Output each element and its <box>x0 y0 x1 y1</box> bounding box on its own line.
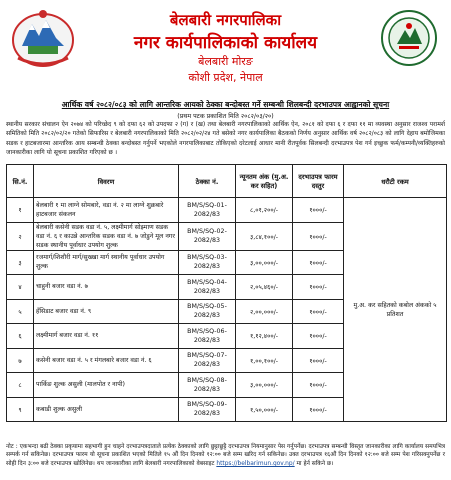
footnote-suffix: मा हेर्न सकिने छ। <box>296 460 334 467</box>
website-link[interactable]: https://belbarimun.gov.np/ <box>216 460 295 467</box>
row-contract-no: BM/S/SQ-02-2082/83 <box>179 222 236 250</box>
notice-title: आर्थिक वर्ष २०८२/०८३ को लागि आन्तरिक आयको ठेक्का बन्दोबस्त गर्ने सम्बन्धी शिलबन्दी दरभाउपत्र आह्वानको सूचना <box>61 100 390 109</box>
row-form-fee: १०००/- <box>293 250 344 275</box>
row-contract-no: BM/S/SQ-06-2082/83 <box>179 324 236 349</box>
footnote <box>6 443 445 468</box>
row-form-fee: १०००/- <box>293 222 344 250</box>
row-description: हँसिडाट बजार वडा नं. ९ <box>34 299 179 324</box>
header-contract-no: ठेक्का नं. <box>179 165 236 198</box>
row-sn: ६ <box>7 324 34 349</box>
row-sn: ३ <box>7 250 34 275</box>
row-form-fee: १०००/- <box>293 299 344 324</box>
row-contract-no: BM/S/SQ-03-2082/83 <box>179 250 236 275</box>
row-description: बेलबारी कसेनी सडक वडा नं. ५, लक्ष्मीमार्ग सोझ्माण सडक वडा नं. ६ र काउन्ने आन्तरिक सडक वडा नं. ७ जोडुने मूल नगर सडक स्थानीय पूर्वाधार उपयोग शुल्क <box>34 222 179 250</box>
publication-date: (प्रथम पटक प्रकाशित मिति २०८२/०३/२०) <box>177 113 274 120</box>
row-sn: १ <box>7 198 34 223</box>
row-sn: ९ <box>7 397 34 422</box>
header-form-fee: दरभाउपत्र फारम दस्तुर <box>293 165 344 198</box>
row-description: पार्किङ शुल्क असुली (मालपोत र नापी) <box>34 373 179 398</box>
header-minimum-amount: न्यूनतम अंक (मु.अ. कर सहित) <box>236 165 293 198</box>
row-description: कबाडी शुल्क असुली <box>34 397 179 422</box>
row-minimum-amount: ३,००,०००/- <box>236 373 293 398</box>
header-sn: सि.नं. <box>7 165 34 198</box>
row-minimum-amount: १,५०,०००/- <box>236 397 293 422</box>
row-sn: ८ <box>7 373 34 398</box>
letterhead <box>0 0 451 95</box>
table-row <box>7 198 447 223</box>
row-sn: २ <box>7 222 34 250</box>
row-form-fee: १०००/- <box>293 397 344 422</box>
row-minimum-amount: २,००,०००/- <box>236 299 293 324</box>
row-minimum-amount: ३,००,०००/- <box>236 250 293 275</box>
row-form-fee: १०००/- <box>293 373 344 398</box>
row-description: बेलबारी १ मा लाग्ने सोमबारे, वडा नं. २ मा लाग्ने शुक्रबारे हाटबजार संकलन <box>34 198 179 223</box>
deposit-note: मु.अ. कर सहितको कबोल अंकको ५ प्रतिशत <box>344 198 447 422</box>
row-minimum-amount: ८,०१,२००/- <box>236 198 293 223</box>
footnote-text: नोट : एकभन्दा बढी ठेक्का प्रकृयामा सहभागी हुन चाहने दरभाउपत्रदाताले प्रत्येक ठेक्काको लागि छुट्टाछुट्टै दरभाउपत्र नियमानुसार पेस गर्नुपर्नेछ। दरभाउपत्र सम्बन्धी विस्तृत जानकारीका लागि कार्यालय समयभित्र सम्पर्क गर्न सकिनेछ। दरभाउपत्र फारम यो सूचना प्रकाशित भएको मितिले १५ औं दिन दिनको १२:०० बजे सम्म खरिद गर्न सकिनेछ। उक्त दरभाउपत्र १६औं दिन दिनको १२:०० बजे सम्म पेश गरिसक्नुपर्नेछ र सोही दिन ३:०० बजे दरभाउपत्र खोलिनेछ। थप जानकारीका लागि बेलबारी नगरपालिकाको वेबसाइट <box>6 444 445 467</box>
row-sn: ४ <box>7 275 34 300</box>
row-description: कसेनी बजार वडा नं. ५ र मंगलबारे बजार वडा नं. ६ <box>34 348 179 373</box>
table-header-row <box>7 165 447 198</box>
tender-table <box>6 164 447 422</box>
row-form-fee: १०००/- <box>293 348 344 373</box>
row-minimum-amount: १,१२,४००/- <box>236 324 293 349</box>
row-form-fee: १०००/- <box>293 198 344 223</box>
header-description: विवरण <box>34 165 179 198</box>
municipality-name: बेलबारी नगरपालिका <box>169 11 282 29</box>
row-minimum-amount: ३,८४,१००/- <box>236 222 293 250</box>
row-contract-no: BM/S/SQ-08-2082/83 <box>179 373 236 398</box>
header-deposit: धरौटी रकम <box>344 165 447 198</box>
row-contract-no: BM/S/SQ-04-2082/83 <box>179 275 236 300</box>
row-description: लक्ष्मीमार्ग बजार वडा नं. ११ <box>34 324 179 349</box>
municipality-seal-icon <box>380 8 438 68</box>
row-description: रजमार्ग/शिशौरी मार्ग/सुख्खा मार्ग स्थानीय पूर्वाधार उपयोग शुल्क <box>34 250 179 275</box>
office-province: कोशी प्रदेश, नेपाल <box>188 71 263 84</box>
row-contract-no: BM/S/SQ-01-2082/83 <box>179 198 236 223</box>
row-form-fee: १०००/- <box>293 275 344 300</box>
row-form-fee: १०००/- <box>293 324 344 349</box>
office-name: नगर कार्यपालिकाको कार्यालय <box>133 33 318 53</box>
row-sn: ५ <box>7 299 34 324</box>
row-contract-no: BM/S/SQ-07-2082/83 <box>179 348 236 373</box>
row-sn: ७ <box>7 348 34 373</box>
row-contract-no: BM/S/SQ-09-2082/83 <box>179 397 236 422</box>
row-contract-no: BM/S/SQ-05-2082/83 <box>179 299 236 324</box>
row-minimum-amount: २,०५,४६०/- <box>236 275 293 300</box>
office-location: बेलबारी मोरङ <box>198 55 253 68</box>
row-minimum-amount: १,००,१००/- <box>236 348 293 373</box>
row-description: चाहुनी बजार वडा नं. ७ <box>34 275 179 300</box>
notice-intro: स्थानीय सरकार संचालन ऐन २०७४ को परिच्छेद ९ को दफा ६२ को उपदफा २ (ग) र (ख) तथा बेलबारी नगरपालिकाको आर्थिक ऐन, २०८१ को दफा ६ र दफा ११ मा व्यवस्था अनुसार राजश्व परामर्श समितिको मिति २०८२/०२/२० गतेको सिफारिस र बेलबारी नगरपालिकाको मिति २०८२/०२/२४ गते बसेको नगर कार्यपालिका बैठकको निर्णय अनुसार आर्थिक वर्ष २०८२/०८३ को लागि देहाय बमोजिमका सडक र हाटबजारमा आन्तरिक आय सम्बन्धी ठेक्का बन्दोबस्त गर्नुपर्ने भएकोले नगरपालिकाबाट तोकिएको दरेटलाई आधार मानी रीतपूर्वक सिलबन्दी दरभाउपत्र पेश गर्न इच्छुक फर्म/कम्पनी/व्यक्तिहरुको जानकारीका लागि यो सूचना प्रकाशित गरिएको छ । <box>6 121 445 156</box>
